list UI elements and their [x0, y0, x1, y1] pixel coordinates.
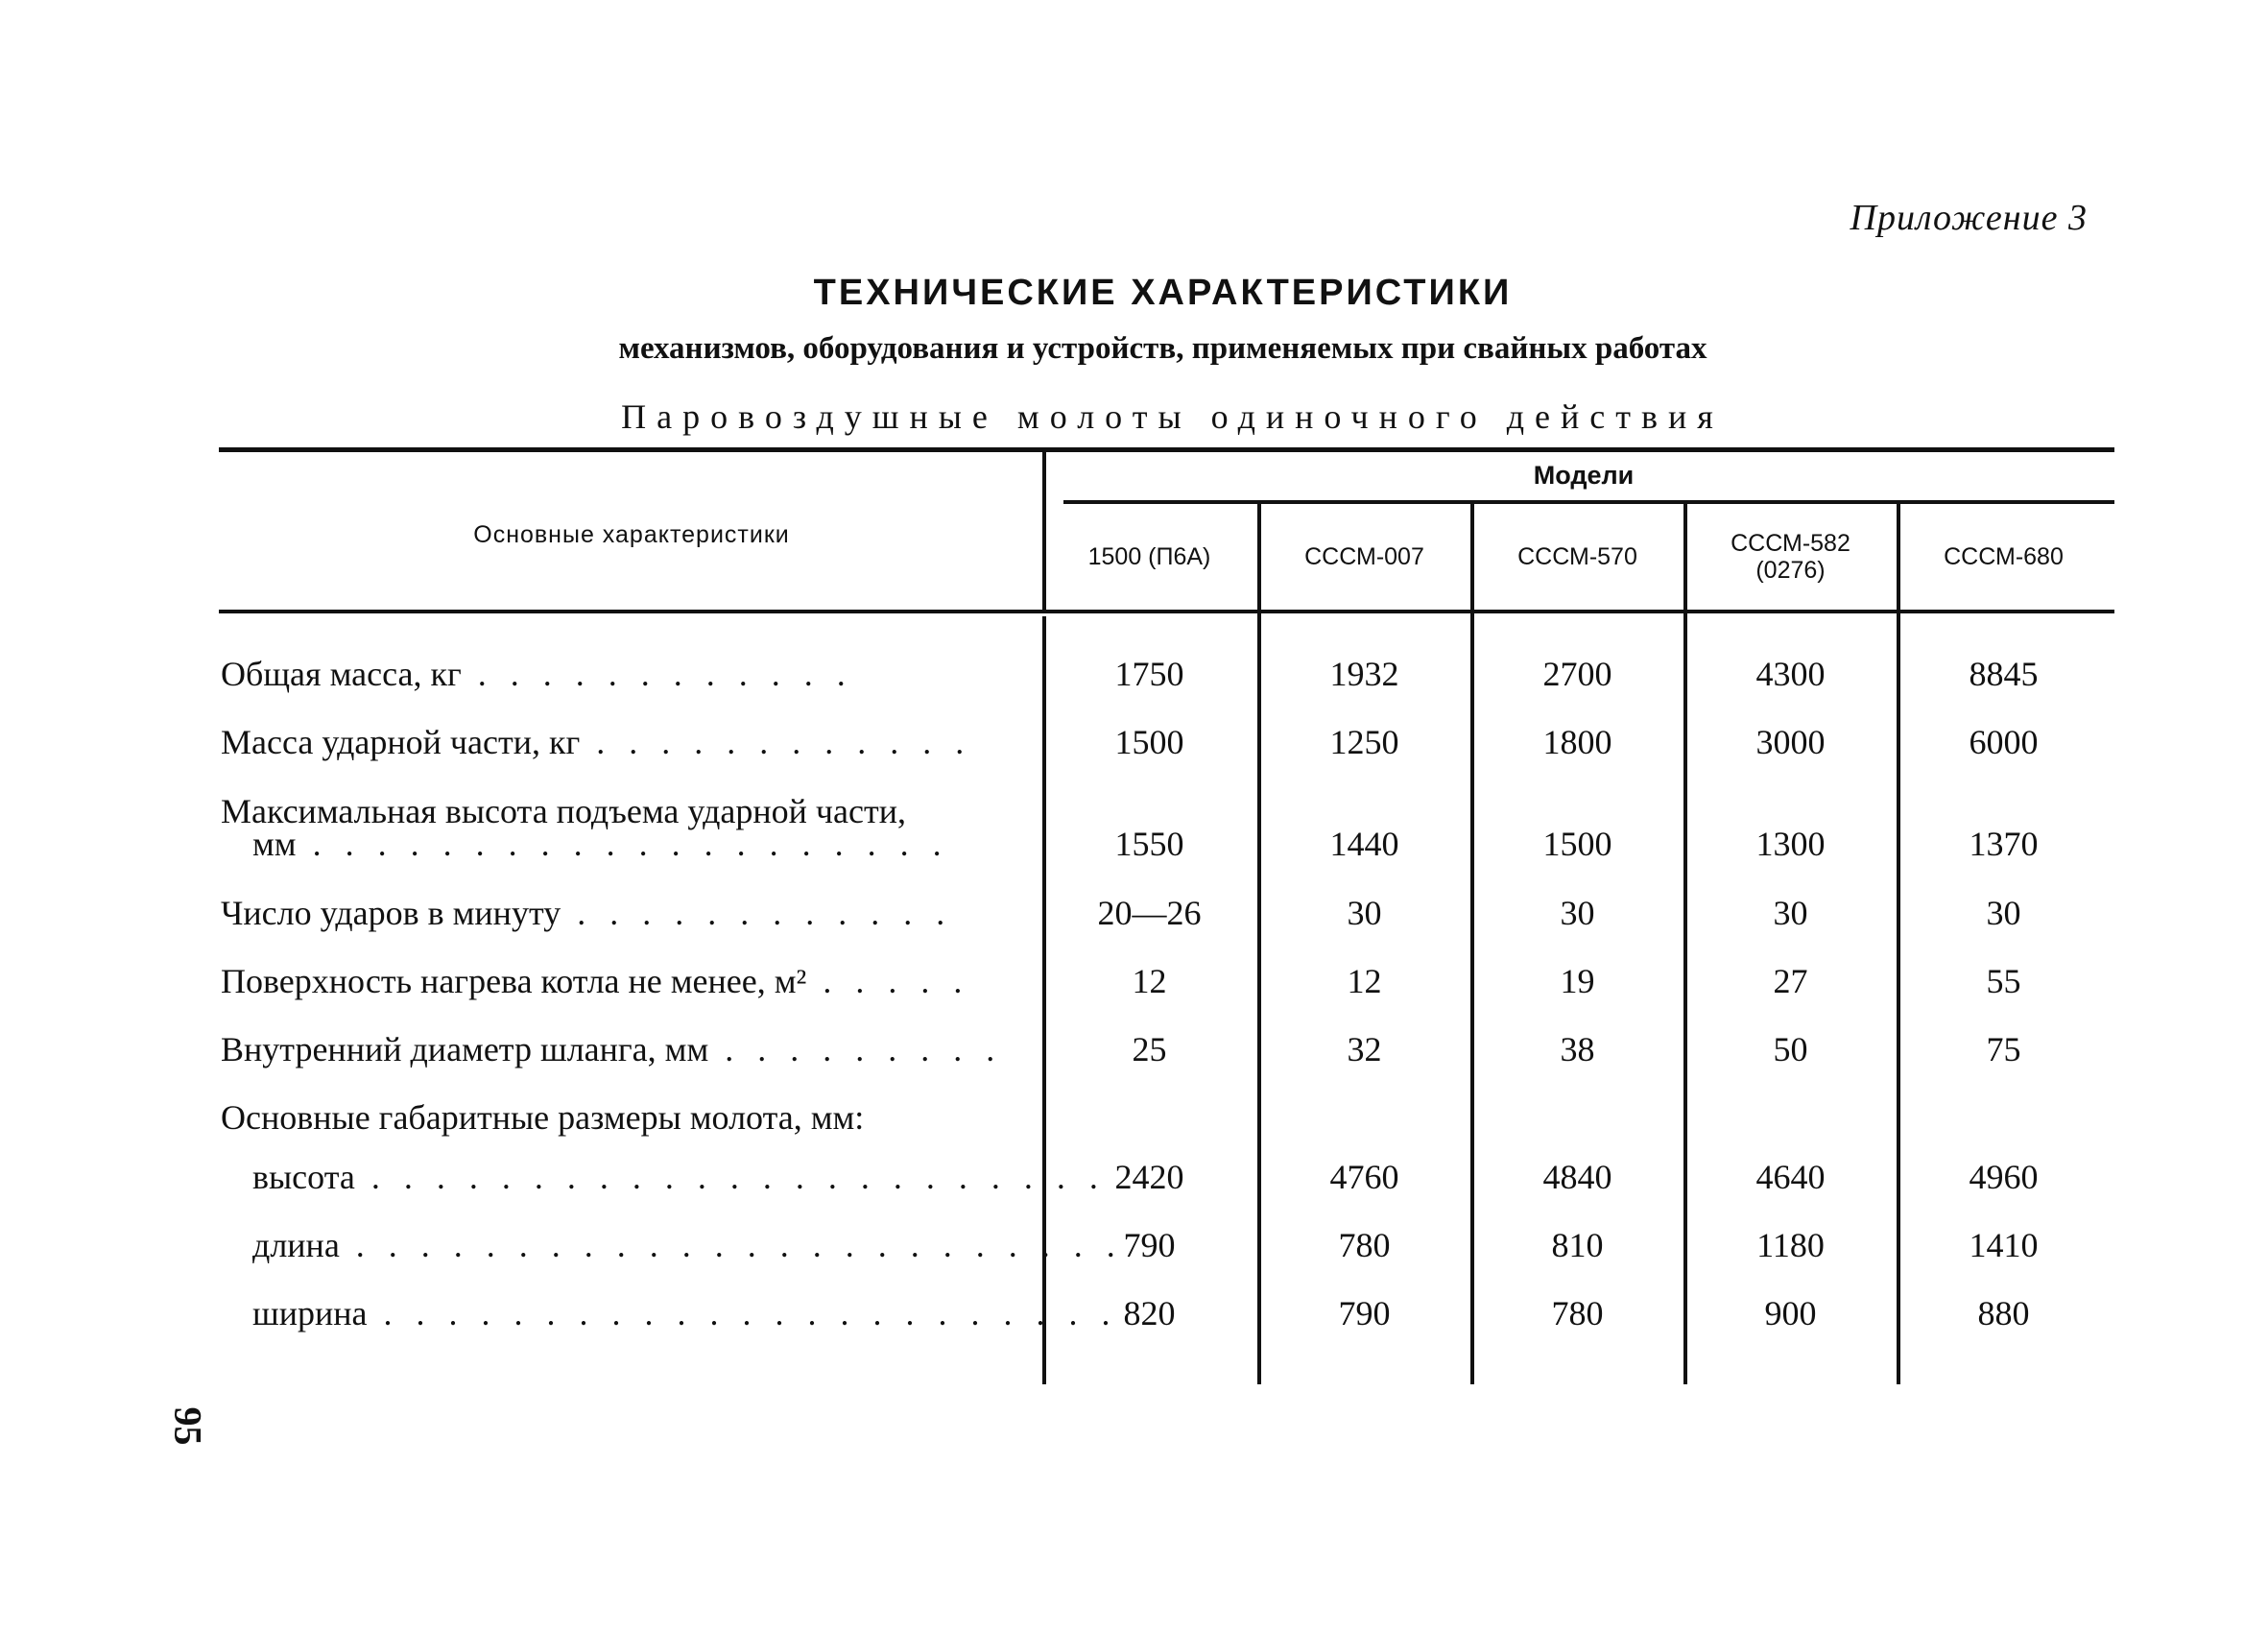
model-header: СССМ-007	[1304, 543, 1424, 570]
group-label: Основные габаритные размеры молота, мм:	[221, 1098, 865, 1137]
table-cell: 12	[1347, 962, 1382, 1000]
table-cell: 6000	[1969, 723, 2039, 761]
table-cell: 4760	[1329, 1158, 1399, 1196]
row-label: Число ударов в минуту . . . . . . . . . . . .	[221, 894, 953, 932]
table-cell: 50	[1773, 1030, 1808, 1068]
table-cell: 780	[1551, 1294, 1604, 1332]
table-cell: 38	[1560, 1030, 1595, 1068]
document-title: ТЕХНИЧЕСКИЕ ХАРАКТЕРИСТИКИ	[813, 273, 1513, 313]
table-cell: 30	[1347, 894, 1382, 932]
table-cell: 4960	[1969, 1158, 2039, 1196]
table-cell: 30	[1560, 894, 1595, 932]
row-label-continuation: мм . . . . . . . . . . . . . . . . . . . .	[252, 825, 949, 863]
models-header-rule	[1063, 500, 2114, 504]
models-header: Модели	[1533, 461, 1635, 490]
table-cell: 820	[1123, 1294, 1176, 1332]
model-header: СССМ-680	[1944, 543, 2064, 570]
document-subtitle: механизмов, оборудования и устройств, применяемых при свайных работах	[618, 331, 1707, 366]
page-number: 95	[166, 1406, 210, 1446]
row-label: Общая масса, кг . . . . . . . . . . . .	[221, 655, 853, 693]
table-cell: 1800	[1542, 723, 1612, 761]
row-label: Максимальная высота подъема ударной части,	[221, 792, 906, 830]
row-label: длина . . . . . . . . . . . . . . . . . . . . . . . .	[252, 1226, 1123, 1264]
table-cell: 25	[1132, 1030, 1167, 1068]
table-cell: 900	[1764, 1294, 1817, 1332]
table-cell: 4840	[1542, 1158, 1612, 1196]
appendix-label: Приложение 3	[1850, 198, 2088, 238]
row-label: высота . . . . . . . . . . . . . . . . . . . . . . .	[252, 1158, 1106, 1196]
model-header: 1500 (П6А)	[1087, 543, 1211, 570]
row-label: ширина . . . . . . . . . . . . . . . . . . . . . . .	[252, 1294, 1118, 1332]
table-cell: 30	[1986, 894, 2021, 932]
row-label: Поверхность нагрева котла не менее, м² . . . . .	[221, 962, 970, 1000]
table-top-rule	[219, 447, 2114, 452]
characteristics-header: Основные характеристики	[473, 521, 790, 548]
row-label: Внутренний диаметр шланга, мм . . . . . . . . .	[221, 1030, 1003, 1068]
table-cell: 3000	[1755, 723, 1826, 761]
table-cell: 1300	[1755, 825, 1826, 863]
table-cell: 1750	[1114, 655, 1184, 693]
table-cell: 2700	[1542, 655, 1612, 693]
row-label: Масса ударной части, кг . . . . . . . . . . . .	[221, 723, 972, 761]
model-header: СССМ-570	[1517, 543, 1637, 570]
table-cell: 55	[1986, 962, 2021, 1000]
table-cell: 880	[1977, 1294, 2030, 1332]
table-cell: 12	[1132, 962, 1167, 1000]
table-cell: 810	[1551, 1226, 1604, 1264]
table-cell: 20—26	[1097, 894, 1202, 932]
table-cell: 4640	[1755, 1158, 1826, 1196]
table-cell: 1410	[1969, 1226, 2039, 1264]
table-cell: 19	[1560, 962, 1595, 1000]
header-bottom-rule	[219, 610, 2114, 613]
table-cell: 780	[1338, 1226, 1391, 1264]
table-cell: 1500	[1114, 723, 1184, 761]
table-cell: 27	[1773, 962, 1808, 1000]
table-cell: 790	[1338, 1294, 1391, 1332]
table-cell: 1370	[1969, 825, 2039, 863]
table-cell: 2420	[1114, 1158, 1184, 1196]
table-cell: 8845	[1969, 655, 2039, 693]
table-cell: 1250	[1329, 723, 1399, 761]
table-cell: 1500	[1542, 825, 1612, 863]
table-cell: 1550	[1114, 825, 1184, 863]
table-cell: 75	[1986, 1030, 2021, 1068]
table-cell: 30	[1773, 894, 1808, 932]
table-cell: 1440	[1329, 825, 1399, 863]
table-cell: 790	[1123, 1226, 1176, 1264]
table-cell: 1180	[1756, 1226, 1825, 1264]
model-header	[1687, 514, 1894, 600]
table-cell: 4300	[1755, 655, 1826, 693]
section-title: Паровоздушные молоты одиночного действия	[621, 397, 1724, 436]
model-header-line: СССМ-582 (0276)	[1731, 530, 1850, 584]
table-cell: 32	[1347, 1030, 1382, 1068]
table-cell: 1932	[1329, 655, 1399, 693]
